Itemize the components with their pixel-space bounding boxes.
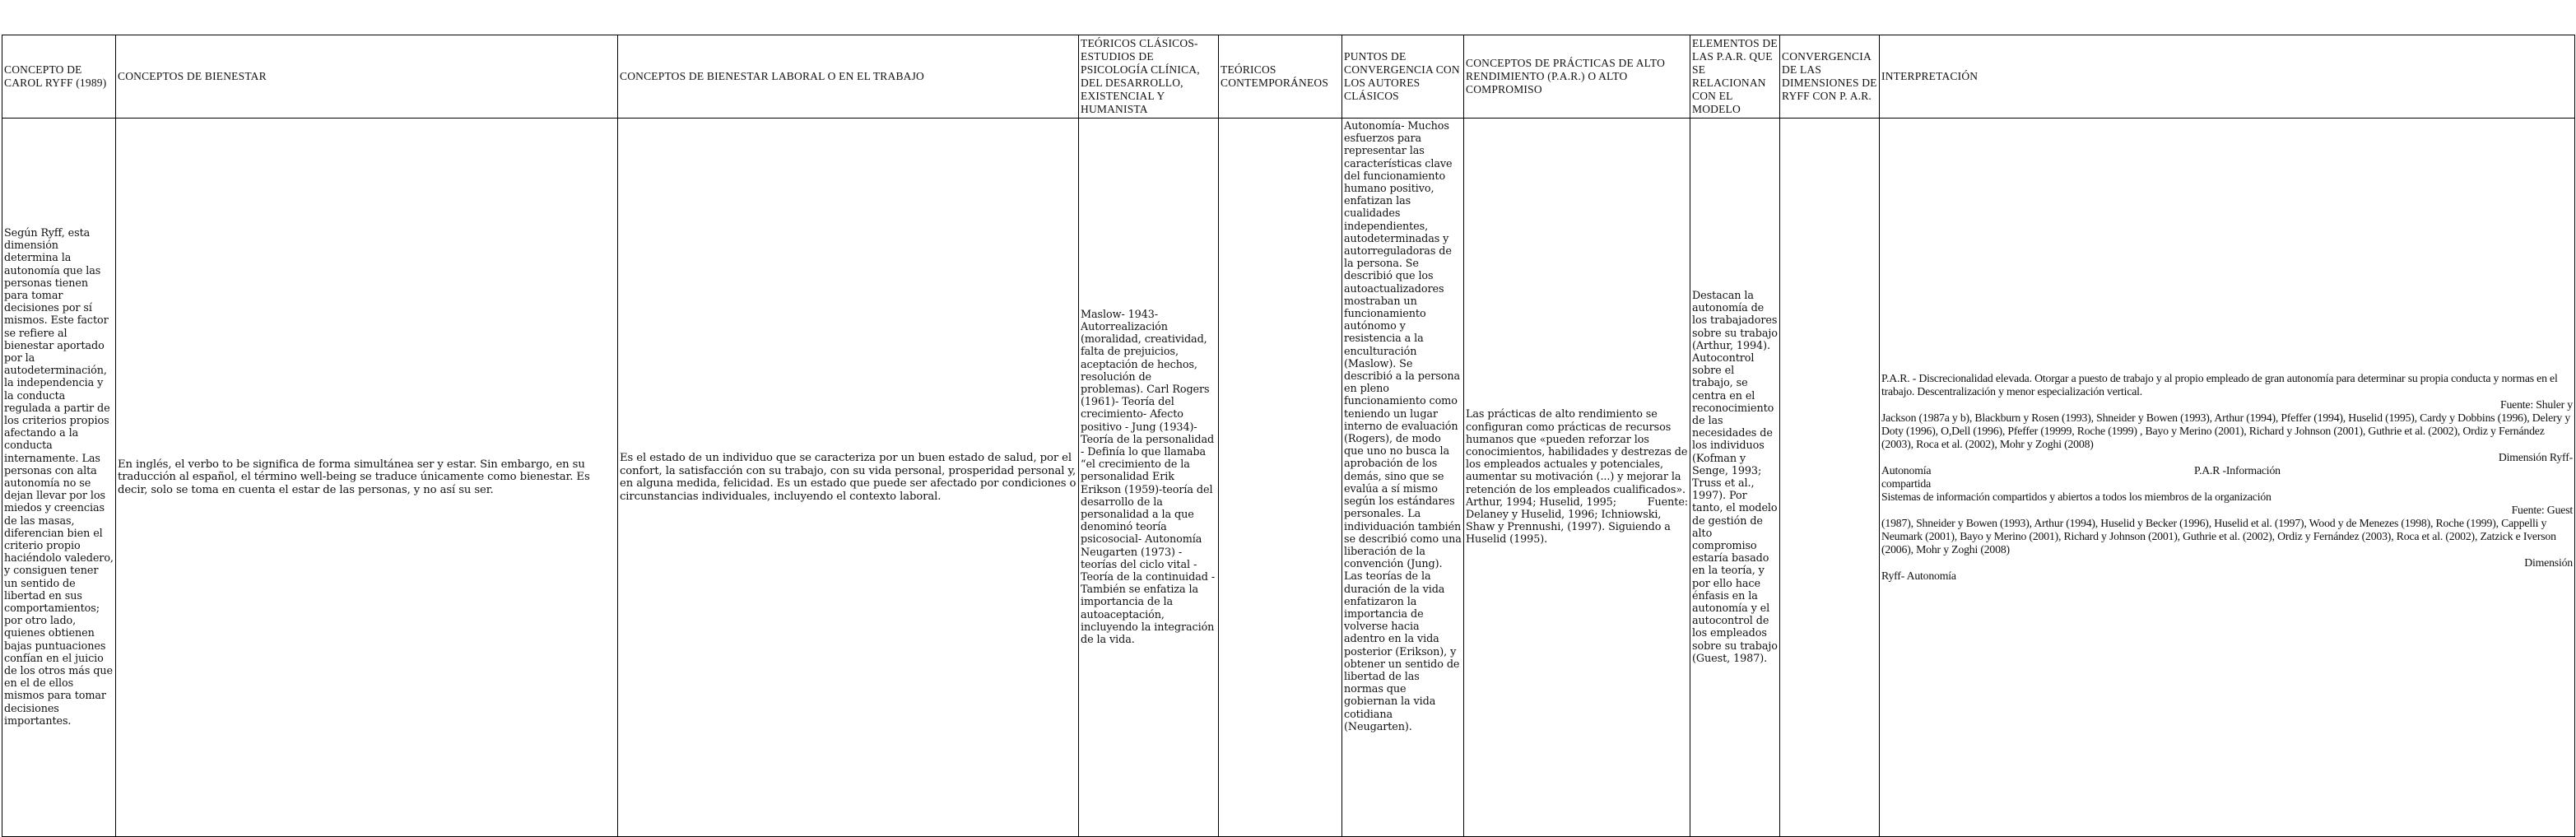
comparison-table: [2, 35, 2575, 837]
cell-work-wellbeing: Es el estado de un individuo que se caracteriza por un buen estado de salud, por el confort, la satisfacción con su trabajo, con su vida personal, prosperidad personal y, en alguna medida, felicidad. Es un estado que puede ser afectado por condiciones o circunstancias individuales, incluyendo el contexto laboral.: [618, 119, 1079, 837]
header-ryff-par-convergence: CONVERGENCIA DE LAS DIMENSIONES DE RYFF CON P. A.R.: [1780, 35, 1880, 119]
interp-par-discretion: P.A.R. - Discrecionalidad elevada. Otorgar a puesto de trabajo y al propio empleado de gran autonomía para determinar su propia conducta y normas en el trabajo. Descentralización y menor especialización vertical.: [1881, 372, 2558, 398]
interp-source2: (1987), Shneider y Bowen (1993), Arthur (1994), Huselid y Becker (1996), Huselid et al. (1997), Wood y de Menezes (1998), Roche (1999), Cappelli y Neumark (2001), Bayo y Merino (2001), Richard y Johnson (2001), Guthrie et al. (2002), Ordiz y Fernández (2003), Roca et al. (2002), Zatzick e Iverson (2006), Mohr y Zoghi (2008): [1881, 517, 2556, 556]
par-concepts-source: Arthur, 1994; Huselid, 1995; Delaney y Huselid, 1996; Ichniowski, Shaw y Prennushi, (1997). Siguiendo a Huselid (1995).: [1466, 495, 1671, 546]
cell-contemporary-theorists: [1219, 119, 1342, 837]
header-work-wellbeing: CONCEPTOS DE BIENESTAR LABORAL O EN EL TRABAJO: [618, 35, 1079, 119]
interp-source1-label: Fuente: Shuler y: [2499, 398, 2573, 411]
header-convergence-points: PUNTOS DE CONVERGENCIA CON LOS AUTORES CLÁSICOS: [1342, 35, 1464, 119]
cell-classic-theorists: Maslow- 1943- Autorrealización (moralidad, creatividad, falta de prejuicios, aceptación de hechos, resolución de problemas). Carl Rogers (1961)- Teoría del crecimiento- Afecto positivo - Jung (1934)- Teoría de la personalidad - Definía lo que llamaba “el crecimiento de la personalidad Erik Erikson (1959)-teoría del desarrollo de la personalidad a la que denominó teoría psicosocial- Autonomía Neugarten (1973) - teorías del ciclo vital - Teoría de la continuidad - También se enfatiza la importancia de la autoaceptación, incluyendo la integración de la vida.: [1079, 119, 1219, 837]
header-interpretation: INTERPRETACIÓN: [1880, 35, 2575, 119]
par-concepts-source-label: Fuente:: [1647, 495, 1688, 509]
header-wellbeing-concepts: CONCEPTOS DE BIENESTAR: [116, 35, 618, 119]
header-contemporary-theorists: TEÓRICOS CONTEMPORÁNEOS: [1219, 35, 1342, 119]
header-ryff-concept: CONCEPTO DE CAROL RYFF (1989): [2, 35, 116, 119]
cell-ryff-par-convergence: [1780, 119, 1880, 837]
cell-wellbeing-concepts: En inglés, el verbo to be significa de forma simultánea ser y estar. Sin embargo, en su traducción al español, el término well-being se traduce únicamente como bienestar. Es decir, solo se toma en cuenta el estar de las personas, y no así su ser.: [116, 119, 618, 837]
interp-autonomy1: Autonomía: [1881, 464, 1932, 477]
interp-par-info-text: Sistemas de información compartidos y abiertos a todos los miembros de la organización: [1881, 491, 2271, 503]
interp-par-info-sub: compartida: [1881, 477, 1932, 490]
cell-interpretation: [1880, 119, 2575, 837]
cell-convergence-points: Autonomía- Muchos esfuerzos para representar las características clave del funcionamiento humano positivo, enfatizan las cualidades independientes, autodeterminadas y autorreguladoras de la persona. Se describió que los autoactualizadores mostraban un funcionamiento autónomo y resistencia a la enculturación (Maslow). Se describió a la persona en pleno funcionamiento como teniendo un lugar interno de evaluación (Rogers), de modo que uno no busca la aprobación de los demás, sino que se evalúa a sí mismo según los estándares personales. La individuación también se describió como una liberación de la convención (Jung). Las teorías de la duración de la vida enfatizaron la importancia de volverse hacia adentro en la vida posterior (Erikson), y obtener un sentido de libertad de las normas que gobiernan la vida cotidiana (Neugarten).: [1342, 119, 1464, 837]
table-row: [2, 119, 2575, 837]
interp-dimension2-end: Ryff- Autonomía: [1881, 570, 1956, 582]
cell-par-concepts: [1464, 119, 1690, 837]
interp-source2-label: Fuente: Guest: [2511, 504, 2573, 516]
interp-par-info-title: P.A.R -Información: [2194, 464, 2281, 477]
interp-dimension1: Dimensión Ryff-: [2498, 451, 2573, 463]
cell-par-elements: Destacan la autonomía de los trabajadores sobre su trabajo (Arthur, 1994). Autocontrol sobre el trabajo, se centra en el reconocimiento de las necesidades de los individuos (Kofman y Senge, 1993; Truss et al., 1997). Por tanto, el modelo de gestión de alto compromiso estaría basado en la teoría, y por ello hace énfasis en la autonomía y el autocontrol de los empleados sobre su trabajo (Guest, 1987).: [1690, 119, 1780, 837]
header-par-concepts: CONCEPTOS DE PRÁCTICAS DE ALTO RENDIMIENTO (P.A.R.) O ALTO COMPROMISO: [1464, 35, 1690, 119]
header-par-elements: ELEMENTOS DE LAS P.A.R. QUE SE RELACIONAN CON EL MODELO: [1690, 35, 1780, 119]
header-classic-theorists: TEÓRICOS CLÁSICOS- ESTUDIOS DE PSICOLOGÍA CLÍNICA, DEL DESARROLLO, EXISTENCIAL Y HUMANISTA: [1079, 35, 1219, 119]
cell-ryff-concept: Según Ryff, esta dimensión determina la autonomía que las personas tienen para tomar decisiones por sí mismos. Este factor se refiere al bienestar aportado por la autodeterminación, la independencia y la conducta regulada a partir de los criterios propios afectando a la conducta internamente. Las personas con alta autonomía no se dejan llevar por los miedos y creencias de las masas, diferencian bien el criterio propio haciéndolo valedero, y consiguen tener un sentido de libertad en sus comportamientos; por otro lado, quienes obtienen bajas puntuaciones confían en el juicio de los otros más que en el de ellos mismos para tomar decisiones importantes.: [2, 119, 116, 837]
interp-source1: Jackson (1987a y b), Blackburn y Rosen (1993), Shneider y Bowen (1993), Arthur (1994), Pfeffer (1994), Huselid (1995), Cardy y Dobbins (1996), Delery y Doty (1996), O,Dell (1996), Pfeffer (19999, Roche (1999) , Bayo y Merino (2001), Richard y Johnson (2001), Guthrie et al. (2002), Ordiz y Fernández (2003), Roca et al. (2002), Mohr y Zoghi (2008): [1881, 412, 2571, 450]
par-concepts-text: Las prácticas de alto rendimiento se configuran como prácticas de recursos humanos que «pueden reforzar los conocimientos, habilidades y destrezas de los empleados actuales y potenciales, aumentar su motivación (...) y mejorar la retención de los empleados cualificados».: [1466, 408, 1688, 496]
header-row: [2, 35, 2575, 119]
interp-dimension2: Dimensión: [2524, 556, 2573, 569]
